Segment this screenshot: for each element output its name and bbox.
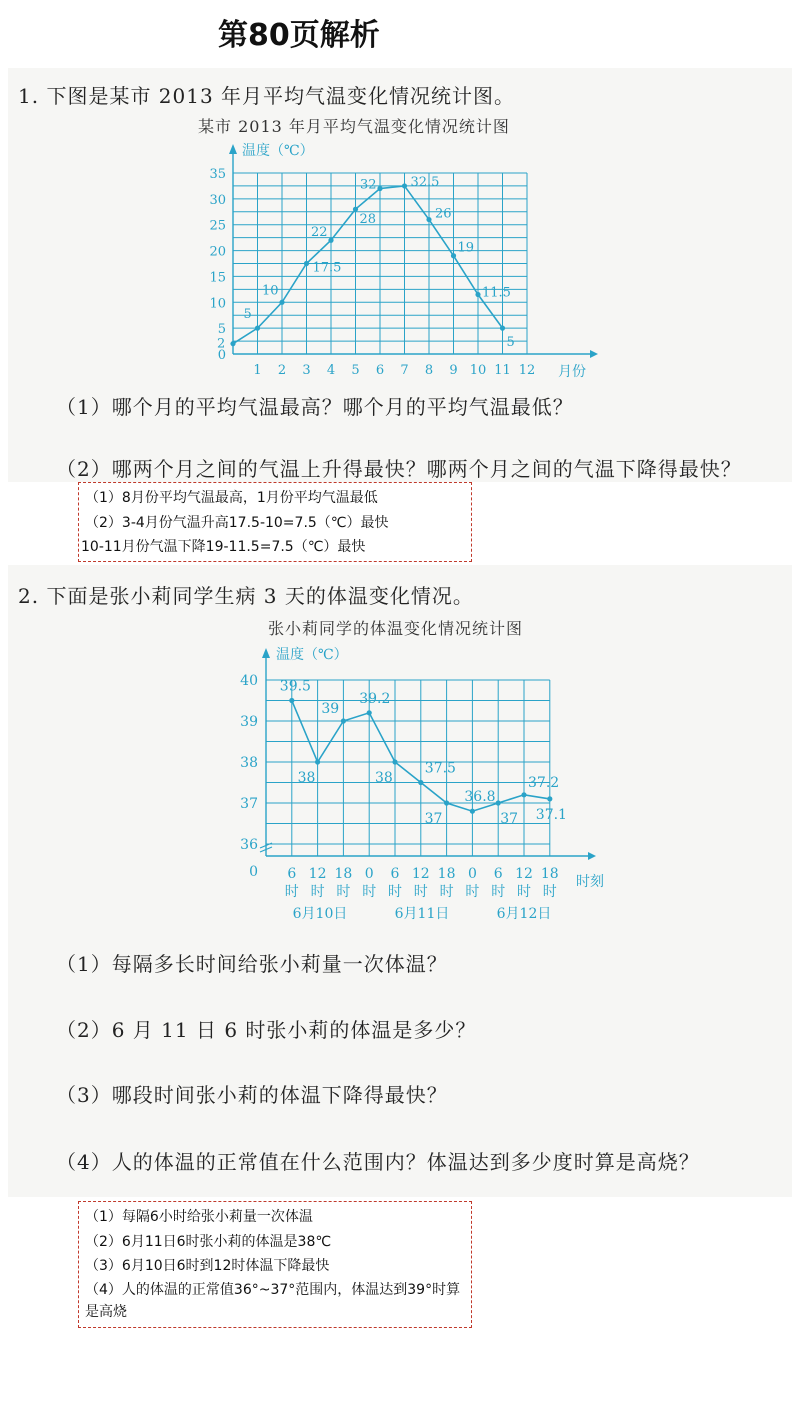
x-tick-unit: 时 (284, 884, 299, 900)
x-tick-label: 8 (424, 363, 434, 378)
x-tick-unit: 时 (413, 884, 428, 900)
data-point (289, 698, 294, 703)
data-point (341, 718, 346, 723)
x-tick-unit: 时 (336, 884, 351, 900)
y-tick-label: 30 (209, 192, 226, 208)
x-tick-label: 12 (518, 363, 536, 378)
x-tick-label: 6 (287, 866, 297, 882)
data-label: 5 (243, 307, 252, 323)
q2-sub-question-2: （2）6 月 11 日 6 时张小莉的体温是多少？ (56, 1018, 477, 1042)
x-tick-unit: 时 (388, 884, 402, 900)
x-tick-unit: 时 (310, 884, 325, 900)
q2-sub-question-3: （3）哪段时间张小莉的体温下降得最快？ (56, 1083, 448, 1107)
x-tick-label: 6 (375, 363, 385, 378)
data-label: 5 (506, 335, 515, 351)
data-label: 36.8 (464, 789, 496, 806)
data-label: 17.5 (312, 260, 342, 276)
x-tick-unit: 时 (517, 884, 531, 900)
day-label: 6月11日 (394, 906, 450, 922)
x-tick-label: 11 (494, 363, 511, 378)
data-point (475, 292, 480, 297)
page-title: 第80页解析 (218, 18, 380, 53)
data-label: 37.2 (528, 774, 560, 791)
y-tick-label: 39 (240, 714, 258, 730)
data-point (451, 253, 456, 258)
x-tick-label: 0 (364, 866, 374, 882)
data-label: 19 (457, 240, 475, 256)
q2-sub-question-1: （1）每隔多长时间给张小莉量一次体温？ (56, 952, 448, 976)
x-tick-unit: 时 (542, 884, 557, 900)
data-point (230, 341, 235, 346)
x-tick-label: 18 (334, 866, 353, 882)
data-point (353, 207, 358, 212)
data-point (500, 326, 505, 331)
x-tick-label: 7 (400, 363, 409, 378)
x-tick-label: 18 (540, 866, 559, 882)
data-label: 39.2 (359, 690, 391, 707)
x-axis-arrow (588, 852, 596, 860)
data-point (279, 300, 284, 305)
x-tick-label: 12 (308, 866, 327, 882)
data-point (426, 217, 431, 222)
x-tick-label: 10 (469, 363, 487, 378)
answer-line: （1）每隔6小时给张小莉量一次体温 (85, 1209, 313, 1225)
y-axis-label: 温度（℃） (276, 647, 348, 663)
y-tick-label: 5 (217, 322, 226, 338)
data-label: 39.5 (279, 678, 311, 695)
y-tick-label: 10 (209, 296, 226, 312)
data-label: 37 (424, 811, 443, 827)
answer-line: （2）6月11日6时张小莉的体温是38℃ (85, 1233, 332, 1250)
body-temperature-chart-2 (236, 638, 620, 928)
y-tick-label: 0 (249, 864, 258, 880)
data-label: 10 (262, 283, 279, 299)
x-tick-label: 4 (326, 363, 336, 378)
y-tick-label: 40 (240, 673, 258, 689)
q2-sub-question-4: （4）人的体温的正常值在什么范围内？体温达到多少度时算是高烧？ (56, 1150, 700, 1174)
x-axis-arrow (590, 350, 598, 358)
q1-sub-question-2: （2）哪两个月之间的气温上升得最快？哪两个月之间的气温下降得最快？ (56, 457, 742, 481)
x-axis-label: 时刻 (576, 874, 604, 890)
x-tick-label: 5 (351, 363, 360, 378)
q2-stem: 2. 下面是张小莉同学生病 3 天的体温变化情况。 (18, 584, 474, 608)
data-label: 22 (311, 225, 328, 241)
data-point (521, 792, 526, 797)
y-tick-label: 35 (209, 167, 226, 182)
data-point (328, 238, 333, 243)
x-tick-label: 1 (253, 363, 262, 378)
y-axis-arrow (262, 648, 270, 658)
answer-line: 10-11月份气温下降19-11.5=7.5（℃）最快 (81, 539, 366, 555)
answer-line: （2）3-4月份气温升高17.5-10=7.5（℃）最快 (85, 514, 389, 531)
answer-line: （3）6月10日6时到12时体温下降最快 (85, 1258, 330, 1274)
chart-2-title: 张小莉同学的体温变化情况统计图 (268, 619, 524, 638)
y-tick-label: 15 (209, 270, 226, 286)
data-point (304, 261, 309, 266)
y-tick-label: 0 (217, 348, 226, 363)
day-label: 6月12日 (496, 906, 552, 922)
data-point (367, 710, 372, 715)
data-label: 38 (375, 770, 393, 786)
data-label: 26 (435, 206, 452, 222)
x-tick-unit: 时 (439, 884, 454, 900)
x-tick-label: 2 (277, 363, 287, 378)
answer-line: （4）人的体温的正常值36°~37°范围内，体温达到39°时算是高烧 (85, 1281, 461, 1320)
y-tick-label: 36 (240, 837, 258, 853)
data-point (392, 759, 397, 764)
q2-answer-box (78, 1201, 472, 1328)
data-label: 2 (217, 336, 226, 352)
y-axis-label: 温度（℃） (242, 143, 314, 159)
y-tick-label: 20 (209, 244, 226, 260)
data-point (255, 326, 260, 331)
x-tick-label: 3 (302, 363, 311, 378)
data-label: 28 (359, 212, 377, 228)
data-point (470, 809, 475, 814)
y-tick-label: 37 (240, 796, 258, 812)
x-tick-label: 6 (493, 866, 503, 882)
data-point (418, 780, 423, 785)
x-axis-label: 月份 (558, 364, 586, 380)
data-point (377, 186, 382, 191)
q1-answer-box (78, 482, 472, 562)
data-label: 37.5 (424, 760, 456, 777)
x-tick-unit: 时 (362, 884, 377, 900)
x-tick-label: 6 (390, 866, 400, 882)
data-point (315, 759, 320, 764)
data-label: 32 (360, 177, 377, 193)
day-label: 6月10日 (292, 906, 348, 922)
y-tick-label: 38 (240, 755, 258, 771)
x-tick-label: 0 (467, 866, 477, 882)
x-tick-label: 9 (449, 363, 458, 378)
temperature-chart-1 (200, 136, 620, 382)
series-line (233, 186, 503, 344)
data-point (402, 183, 407, 188)
data-point (444, 800, 449, 805)
y-axis-arrow (229, 144, 237, 154)
answer-line: （1）8月份平均气温最高，1月份平均气温最低 (85, 490, 378, 506)
data-point (547, 796, 552, 801)
data-label: 11.5 (482, 285, 511, 301)
q1-sub-question-1: （1）哪个月的平均气温最高？哪个月的平均气温最低？ (56, 395, 574, 419)
x-tick-unit: 时 (465, 884, 480, 900)
data-label: 32.5 (410, 174, 440, 190)
data-label: 38 (297, 770, 316, 786)
y-tick-label: 25 (209, 218, 226, 234)
x-tick-label: 12 (515, 866, 533, 882)
q1-stem: 1. 下图是某市 2013 年月平均气温变化情况统计图。 (18, 84, 516, 108)
data-label: 39 (321, 701, 340, 717)
x-tick-label: 12 (411, 866, 430, 882)
data-point (496, 800, 501, 805)
x-tick-unit: 时 (491, 884, 506, 900)
data-label: 37 (500, 811, 519, 827)
x-tick-label: 18 (437, 866, 456, 882)
data-label: 37.1 (535, 806, 567, 823)
chart-1-title: 某市 2013 年月平均气温变化情况统计图 (198, 117, 510, 136)
